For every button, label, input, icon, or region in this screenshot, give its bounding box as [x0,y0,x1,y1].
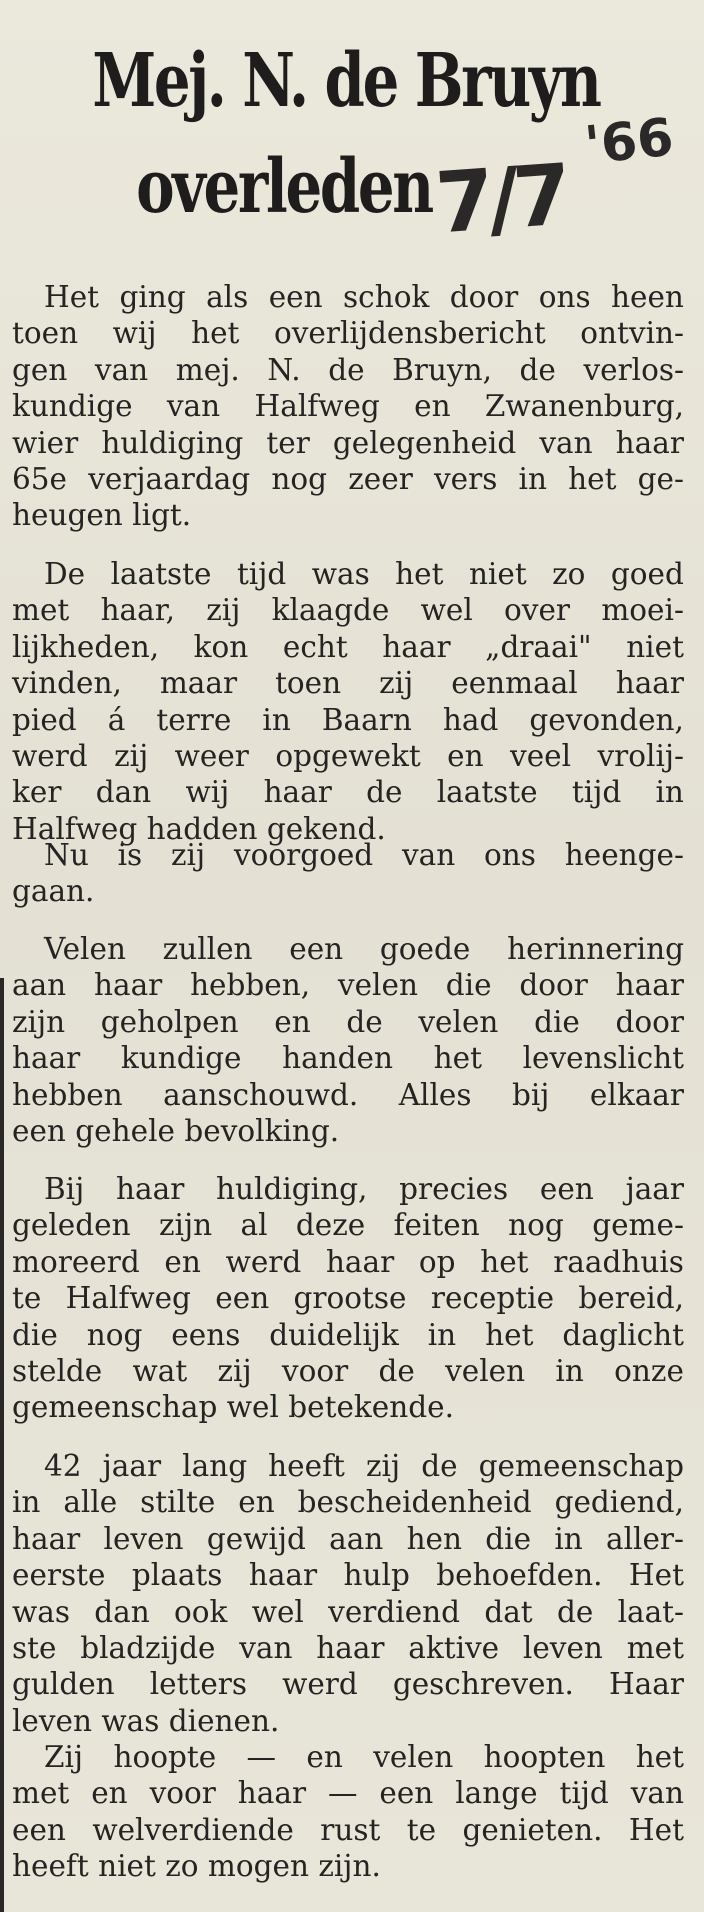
text-line: met haar, zij klaagde wel over moei- [12,593,684,628]
text-line: was dan ook wel verdiend dat de laat- [12,1594,684,1629]
headline-line-2: overleden [136,144,432,230]
text-line: Nu is zij voorgoed van ons heenge- [44,838,684,872]
text-line: ker dan wij haar de laatste tijd in [12,775,684,810]
paragraph-4 [12,931,684,1149]
text-line: aan haar hebben, velen die door haar [12,968,684,1003]
text-line: stelde wat zij voor de velen in onze [12,1353,684,1388]
text-line: Zij hoopte — en velen hoopten het [44,1740,684,1774]
paragraph-1 [12,279,684,534]
headline-line-1: Mej. N. de Bruyn [92,38,600,124]
text-line: toen wij het overlijdensbericht ontvin- [12,316,684,351]
text-line: vinden, maar toen zij eenmaal haar [12,666,684,701]
text-line: wier huldiging ter gelegenheid van haar [12,425,684,460]
text-line: haar leven gewijd aan hen die in aller- [12,1521,684,1556]
handwritten-year: '66 [582,107,677,177]
text-line: Halfweg hadden gekend. [12,811,386,846]
text-line: werd zij weer opgewekt en veel vrolij- [12,738,684,773]
text-line: 42 jaar lang heeft zij de gemeenschap [44,1449,684,1483]
text-line: gulden letters werd geschreven. Haar [12,1667,684,1702]
text-line: met en voor haar — een lange tijd van [12,1776,684,1811]
text-line: zijn geholpen en de velen die door [12,1004,684,1039]
text-line: ste bladzijde van haar aktive leven met [12,1630,684,1665]
paragraph-6 [12,1448,684,1739]
text-line: Velen zullen een goede herinnering [44,932,684,966]
text-line: Bij haar huldiging, precies een jaar [44,1172,684,1206]
text-line: hebben aanschouwd. Alles bij elkaar [12,1077,684,1112]
text-line: een gehele bevolking. [12,1113,340,1148]
text-line: De laatste tijd was het niet zo goed [44,557,684,591]
handwritten-date: 7/7 [432,145,569,253]
text-line: leven was dienen. [12,1703,280,1738]
text-line: geleden zijn al deze feiten nog geme- [12,1208,684,1243]
text-line: lijkheden, kon echt haar „draai" niet [12,629,684,664]
text-line: 65e verjaardag nog zeer vers in het ge- [12,461,684,496]
text-line: heugen ligt. [12,498,192,533]
paragraph-3 [12,837,684,910]
text-line: gaan. [12,874,95,909]
paragraph-2 [12,556,684,847]
text-line: gemeenschap wel betekende. [12,1390,454,1425]
text-line: eerste plaats haar hulp behoefden. Het [12,1558,684,1593]
text-line: haar kundige handen het levenslicht [12,1041,684,1076]
text-line: kundige van Halfweg en Zwanenburg, [12,389,684,424]
text-line: heeft niet zo mogen zijn. [12,1849,381,1884]
text-line: te Halfweg een grootse receptie bereid, [12,1281,684,1316]
clipping-edge-line [0,978,4,1912]
text-line: Het ging als een schok door ons heen [44,280,684,314]
text-line: die nog eens duidelijk in het daglicht [12,1317,684,1352]
paragraph-5 [12,1171,684,1426]
paragraph-7 [12,1739,684,1885]
text-line: pied á terre in Baarn had gevonden, [12,702,684,737]
text-line: gen van mej. N. de Bruyn, de verlos- [12,352,684,387]
text-line: moreerd en werd haar op het raadhuis [12,1244,684,1279]
text-line: in alle stilte en bescheidenheid gediend, [12,1485,684,1520]
text-line: een welverdiende rust te genieten. Het [12,1812,684,1847]
